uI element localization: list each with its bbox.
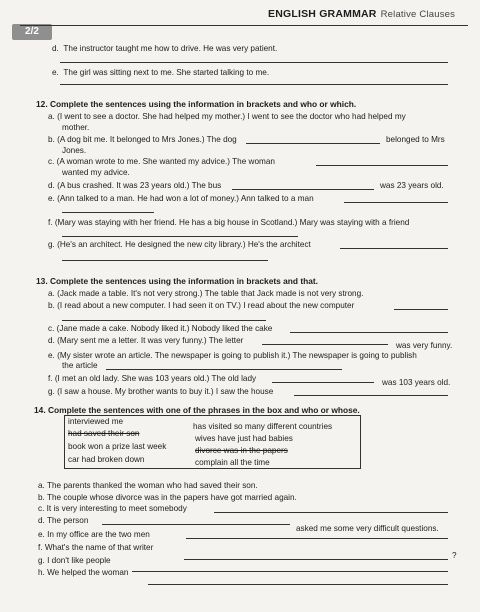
answer-line[interactable] (102, 524, 290, 525)
phrase-item-used: had saved their son (68, 429, 140, 438)
phrase-item: book won a prize last week (68, 442, 167, 451)
header-rule (20, 25, 468, 26)
ex14-h: h. We helped the woman (38, 568, 129, 577)
page-badge: 2/2 (12, 24, 52, 40)
answer-line[interactable] (62, 320, 266, 321)
answer-line[interactable] (62, 236, 298, 237)
answer-line[interactable] (186, 538, 448, 539)
ex13-c: c. (Jane made a cake. Nobody liked it.) Nobody liked the cake (48, 324, 273, 333)
ex14-f-question: ? (452, 551, 457, 560)
ex14-b: b. The couple whose divorce was in the papers have got married again. (38, 493, 297, 502)
ex12-f: f. (Mary was staying with her friend. He has a big house in Scotland.) Mary was staying with a friend (48, 218, 410, 227)
ex12-title: 12. Complete the sentences using the information in brackets and who or which. (36, 99, 357, 109)
ex12-a: a. (I went to see a doctor. She had helped my mother.) I went to see the doctor who had helped my (48, 112, 406, 121)
answer-line[interactable] (394, 309, 448, 310)
ex14-e: e. In my office are the two men (38, 530, 150, 539)
ex13-a: a. (Jack made a table. It's not very strong.) The table that Jack made is not very strong. (48, 289, 364, 298)
answer-line[interactable] (62, 212, 154, 213)
ex12-c-cont: wanted my advice. (62, 168, 130, 177)
page-header (268, 8, 455, 20)
phrase-item: has visited so many different countries (193, 422, 333, 431)
ex13-title: 13. Complete the sentences using the information in brackets and that. (36, 276, 319, 286)
answer-line[interactable] (148, 584, 448, 585)
answer-line[interactable] (262, 344, 388, 345)
ex12-d-right: was 23 years old. (380, 181, 444, 190)
answer-line[interactable] (232, 189, 374, 190)
answer-line[interactable] (62, 260, 268, 261)
answer-line[interactable] (290, 332, 448, 333)
ex14-g: g. I don't like people (38, 556, 111, 565)
ex13-f-right: was 103 years old. (382, 378, 451, 387)
header-subtitle: Relative Clauses (380, 9, 456, 20)
ex12-d: d. (A bus crashed. It was 23 years old.) The bus (48, 181, 222, 190)
phrase-item: complain all the time (195, 458, 270, 467)
answer-line[interactable] (294, 395, 448, 396)
answer-line[interactable] (60, 84, 448, 85)
ex12-b: b. (A dog bit me. It belonged to Mrs Jones.) The dog (48, 135, 237, 144)
header-title: ENGLISH GRAMMAR (268, 8, 377, 20)
ex12-b-right: belonged to Mrs (386, 135, 445, 144)
phrase-item: wives have just had babies (195, 434, 293, 443)
phrase-item: car had broken down (68, 455, 145, 464)
ex13-d: d. (Mary sent me a letter. It was very funny.) The letter (48, 336, 244, 345)
answer-line[interactable] (316, 165, 448, 166)
ex12-b-cont: Jones. (62, 146, 87, 155)
ex12-g: g. (He's an architect. He designed the new city library.) He's the architect (48, 240, 311, 249)
ex14-a: a. The parents thanked the woman who had saved their son. (38, 481, 258, 490)
ex13-g: g. (I saw a house. My brother wants to buy it.) I saw the house (48, 387, 274, 396)
answer-line[interactable] (132, 571, 448, 572)
ex12-a-cont: mother. (62, 123, 90, 132)
ex13-e: e. (My sister wrote an article. The newspaper is going to publish it.) The newspaper is going to publish (48, 351, 417, 360)
ex13-e-cont: the article (62, 361, 98, 370)
answer-line[interactable] (246, 143, 380, 144)
phrase-item: interviewed me (68, 417, 124, 426)
ex12-e: e. (Ann talked to a man. He had won a lot of money.) Ann talked to a man (48, 194, 314, 203)
ex12-c: c. (A woman wrote to me. She wanted my advice.) The woman (48, 157, 275, 166)
phrase-item-used: divorce was in the papers (195, 446, 288, 455)
ex11-d: d. The instructor taught me how to drive. He was very patient. (52, 44, 278, 53)
ex11-e: e. The girl was sitting next to me. She started talking to me. (52, 68, 270, 77)
ex14-c: c. It is very interesting to meet somebody (38, 504, 187, 513)
phrase-box (64, 415, 361, 469)
ex14-d: d. The person (38, 516, 89, 525)
ex14-d-right: asked me some very difficult questions. (296, 524, 439, 533)
ex14-title: 14. Complete the sentences with one of the phrases in the box and who or whose. (34, 405, 360, 415)
answer-line[interactable] (60, 62, 448, 63)
answer-line[interactable] (106, 369, 342, 370)
ex13-d-right: was very funny. (396, 341, 453, 350)
ex13-f: f. (I met an old lady. She was 103 years old.) The old lady (48, 374, 257, 383)
ex13-b: b. (I read about a new computer. I had seen it on TV.) I read about the new computer (48, 301, 355, 310)
answer-line[interactable] (214, 512, 448, 513)
answer-line[interactable] (340, 248, 448, 249)
answer-line[interactable] (344, 202, 448, 203)
answer-line[interactable] (272, 382, 374, 383)
answer-line[interactable] (184, 559, 448, 560)
ex14-f: f. What's the name of that writer (38, 543, 154, 552)
